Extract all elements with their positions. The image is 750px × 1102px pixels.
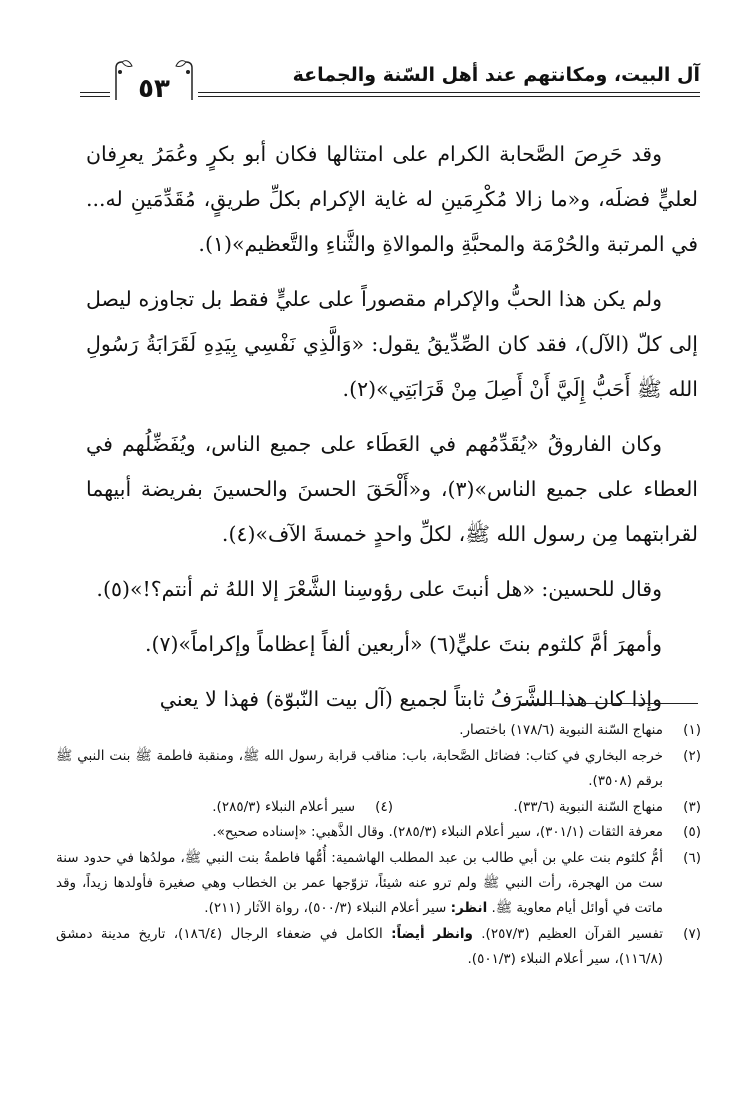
page-number: ٥٣ — [138, 74, 170, 104]
footnote-number: (١) — [683, 722, 701, 738]
footnote — [56, 846, 701, 921]
paragraph: وإذا كان هذا الشَّرَفُ ثابتاً لجميع (آل بيت النّبوّة) فهذا لا يعني — [159, 687, 662, 711]
see-label: وانظر أيضاً: — [391, 926, 473, 942]
footnote-text — [56, 846, 663, 921]
footnote-text: منهاج السّنة النبوية (١٧٨/٦) باختصار. — [459, 722, 663, 738]
footnote-body: أمُّ كلثوم بنت علي بن أبي طالب بن عبد المطلب الهاشمية: أُمُّها فاطمةُ بنت النبي ﷺ، مولدُها في حدود سنة ست من الهجرة، رأت النبي ﷺ ولم ترو عنه شيئاً، تزوّجها عمر بن الخطاب وهي صغيرة فأولدها زيداً، وقد ماتت في أوائل أيام معاوية ﷺ. — [56, 850, 663, 916]
paragraph: وكان الفاروقُ «يُقَدِّمُهم في العَطَاء على جميع الناس، ويُفَضِّلُهم في العطاء على جميع الناس»(٣)، و«أَلْحَقَ الحسنَ والحسينَ بفريضة أبيهما لقرابتهما مِن رسول الله ﷺ، لكلِّ واحدٍ خمسةَ الآف»(٤). — [86, 432, 699, 546]
see-text: سير أعلام النبلاء (٥٠٠/٣)، رواة الآثار (٢١١). — [204, 900, 447, 916]
footnote-number: (٧) — [683, 926, 701, 942]
footnote-number: (٢) — [683, 748, 701, 764]
footnote-text: معرفة الثقات (٣٠١/١)، سير أعلام النبلاء (٢٨٥/٣). وقال الذَّهبي: «إسناده صحيح». — [212, 824, 663, 840]
running-header — [80, 48, 700, 118]
running-title: آل البيت، ومكانتهم عند أهل السّنة والجماعة — [292, 64, 700, 86]
footnote-number: (٦) — [683, 850, 701, 866]
paragraph: وقال للحسين: «هل أنبتَ على رؤوسِنا الشَّعْرَ إلا اللهُ ثم أنتم؟!»(٥). — [96, 577, 662, 601]
see-text: الكامل في ضعفاء الرجال (١٨٦/٤)، تاريخ مدينة دمشق (١١٦/٨)، سير أعلام النبلاء (٥٠١/٣). — [56, 926, 663, 967]
footnote-body: تفسير القرآن العظيم (٢٥٧/٣). — [481, 926, 664, 942]
footnote-separator — [522, 703, 698, 704]
footnote — [56, 744, 701, 794]
paragraph: وقد حَرِصَ الصَّحابة الكرام على امتثالها فكان أبو بكرٍ وعُمَرُ يعرِفان لعليٍّ فضلَه، و«ما زالا مُكْرِمَينِ له غاية الإكرام بكلِّ طريقٍ، مُقَدِّمَينِ له... في المرتبة والحُرْمَة والمحبَّةِ والموالاةِ والثَّناءِ والتَّعظيم»(١). — [86, 142, 698, 256]
footnote-number: (٤) — [375, 799, 393, 815]
footnote-pair — [56, 795, 701, 820]
footnote-number: (٥) — [683, 824, 701, 840]
footnote-text: منهاج السّنة النبوية (٣٣/٦). — [513, 799, 663, 815]
footnote — [56, 718, 701, 743]
page-number-frame — [110, 60, 198, 104]
footnote — [56, 922, 701, 972]
footnote-text — [56, 922, 663, 972]
footnotes — [56, 718, 701, 973]
paragraph: وأمهرَ أمَّ كلثوم بنتَ عليٍّ(٦) «أربعين ألفاً إعظاماً وإكراماً»(٧). — [145, 632, 662, 656]
footnote-text: سير أعلام النبلاء (٢٨٥/٣). — [212, 799, 355, 815]
footnote-number: (٣) — [683, 799, 701, 815]
paragraph: ولم يكن هذا الحبُّ والإكرام مقصوراً على عليٍّ فقط بل تجاوزه ليصل إلى كلّ (الآل)، فقد كان الصِّدِّيقُ يقول: «وَالَّذِي نَفْسِي بِيَدِهِ لَقَرَابَةُ رَسُولِ الله ﷺ أَحَبُّ إِلَيَّ أَنْ أَصِلَ مِنْ قَرَابَتِي»(٢). — [86, 287, 698, 401]
footnote — [56, 820, 701, 845]
main-text — [86, 132, 698, 732]
see-label: انظر: — [450, 900, 488, 916]
footnote-text: خرجه البخاري في كتاب: فضائل الصَّحابة، باب: مناقب قرابة رسول الله ﷺ، ومنقبة فاطمة ﷺ بنت النبي ﷺ برقم (٣٥٠٨). — [56, 748, 663, 789]
